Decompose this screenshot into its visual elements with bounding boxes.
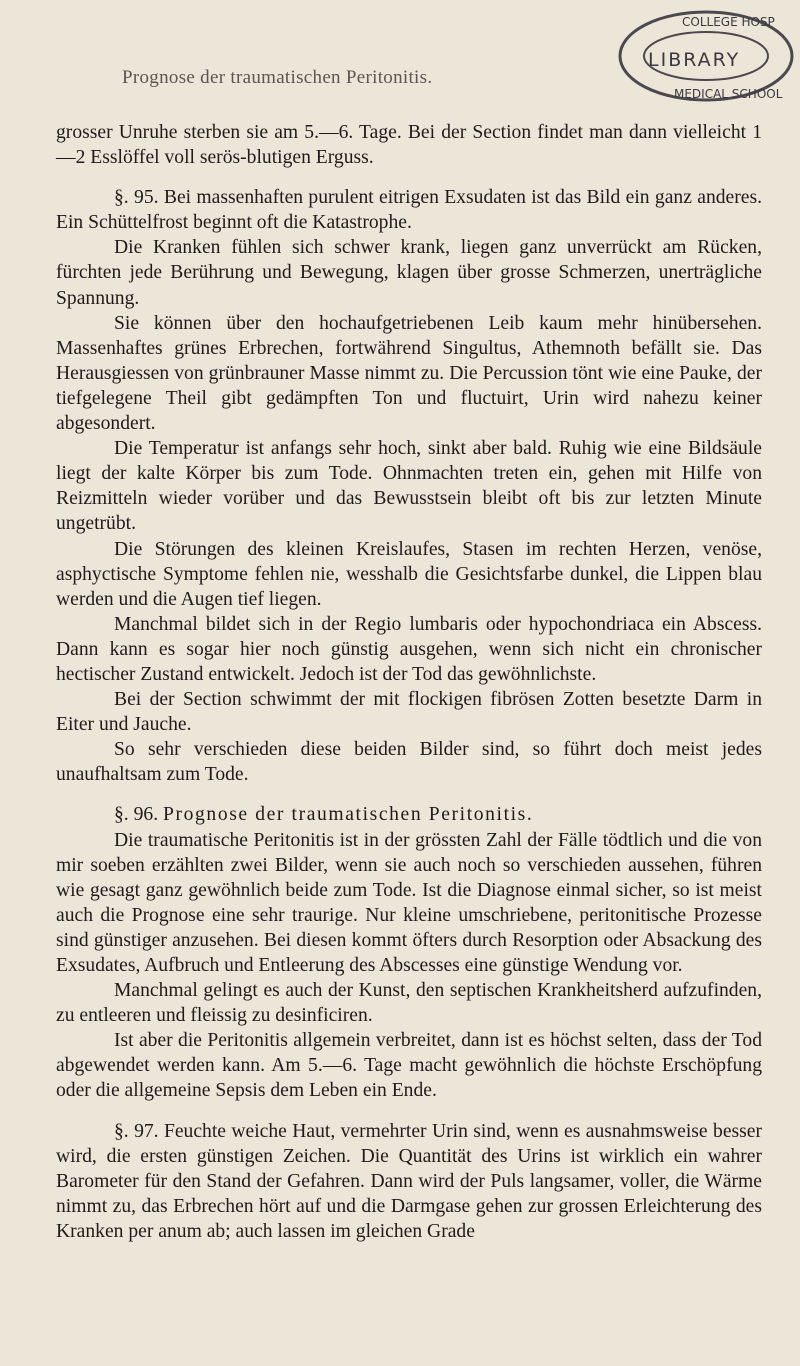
paragraph: Bei der Section schwimmt der mit flockigen fibrösen Zotten besetzte Darm in Eiter und Jauche.	[56, 689, 762, 736]
library-stamp	[610, 4, 796, 104]
section-97-paragraph: §. 97. Feuchte weiche Haut, vermehrter Urin sind, wenn es ausnahmsweise besser wird, die ersten günstigen Zeichen. Die Quantität des Urins ist wirklich ein wahrer Barometer für den Stand der Gefahren. Dann wird der Puls langsamer, voller, die Wärme nimmt zu, das Erbrechen hört auf und die Darmgase gehen zur grossen Erleichterung des Kranken per anum ab; auch lassen im gleichen Grade	[56, 1120, 762, 1242]
running-head: Prognose der traumatischen Peritonitis.	[122, 67, 433, 88]
body-text	[56, 120, 762, 1244]
paragraph: Die Kranken fühlen sich schwer krank, liegen ganz unverrückt am Rücken, fürchten jede Berührung und Bewegung, klagen über grosse Schmerzen, unerträgliche Spannung.	[56, 237, 762, 309]
section-title: Prognose der traumatischen Peritonitis.	[163, 804, 534, 826]
paragraph: Manchmal bildet sich in der Regio lumbaris oder hypochondriaca ein Abscess. Dann kann es sogar hier noch günstig ausgehen, wenn sich nicht ein chronischer hectischer Zustand entwickelt. Jedoch ist der Tod das gewöhnlichste.	[56, 613, 762, 685]
paragraph: grosser Unruhe sterben sie am 5.—6. Tage. Bei der Section findet man dann vielleicht 1—2 Esslöffel voll serös-blutigen Erguss.	[56, 122, 762, 169]
paragraph: Die traumatische Peritonitis ist in der grössten Zahl der Fälle tödtlich und die von mir soeben erzählten zwei Bilder, wenn sie auch noch so verschieden aussehen, führen wie gesagt ganz gewöhnlich beide zum Tode. Ist die Diagnose einmal sicher, so ist meist auch die Prognose eine sehr traurige. Nur kleine umschriebene, peritonitische Prozesse sind günstiger anzusehen. Bei diesen kommt öfters durch Resorption oder Absackung des Exsudates, Aufbruch und Entleerung des Abscesses eine günstige Wendung vor.	[56, 829, 762, 976]
stamp-center-text: LIBRARY	[648, 49, 741, 71]
paragraph: Die Störungen des kleinen Kreislaufes, Stasen im rechten Herzen, venöse, asphyctische Symptome fehlen nie, wesshalb die Gesichtsfarbe dunkel, die Lippen blau werden und die Augen tief liegen.	[56, 538, 762, 610]
section-number: §. 96.	[114, 804, 159, 826]
section-96-heading	[56, 802, 762, 827]
paragraph: Die Temperatur ist anfangs sehr hoch, sinkt aber bald. Ruhig wie eine Bildsäule liegt der kalte Körper bis zum Tode. Ohnmachten treten ein, gehen mit Hilfe von Reizmitteln wieder vorüber und das Bewusstsein bleibt oft bis zur letzten Minute ungetrübt.	[56, 438, 762, 535]
paragraph: So sehr verschieden diese beiden Bilder sind, so führt doch meist jedes unaufhaltsam zum Tode.	[56, 739, 762, 786]
paragraph: Ist aber die Peritonitis allgemein verbreitet, dann ist es höchst selten, dass der Tod abgewendet werden kann. Am 5.—6. Tage macht gewöhnlich die höchste Erschöpfung oder die allgemeine Sepsis dem Leben ein Ende.	[56, 1030, 762, 1102]
stamp-top-text: COLLEGE HOSP	[682, 15, 775, 29]
paragraph: Manchmal gelingt es auch der Kunst, den septischen Krankheitsherd aufzufinden, zu entleeren und fleissig zu desinficiren.	[56, 980, 762, 1027]
section-95-paragraph: §. 95. Bei massenhaften purulent eitrigen Exsudaten ist das Bild ein ganz anderes. Ein Schüttelfrost beginnt oft die Katastrophe.	[56, 187, 762, 234]
stamp-bottom-text: MEDICAL SCHOOL	[674, 87, 783, 101]
paragraph: Sie können über den hochaufgetriebenen Leib kaum mehr hinübersehen. Massenhaftes grünes Erbrechen, fortwährend Singultus, Athemnoth befällt sie. Das Herausgiessen von grünbrauner Masse nimmt zu. Die Percussion tönt wie eine Pauke, der tiefgelegene Theil gibt gedämpften Ton und fluctuirt, Urin wird nahezu keiner abgesondert.	[56, 312, 762, 435]
